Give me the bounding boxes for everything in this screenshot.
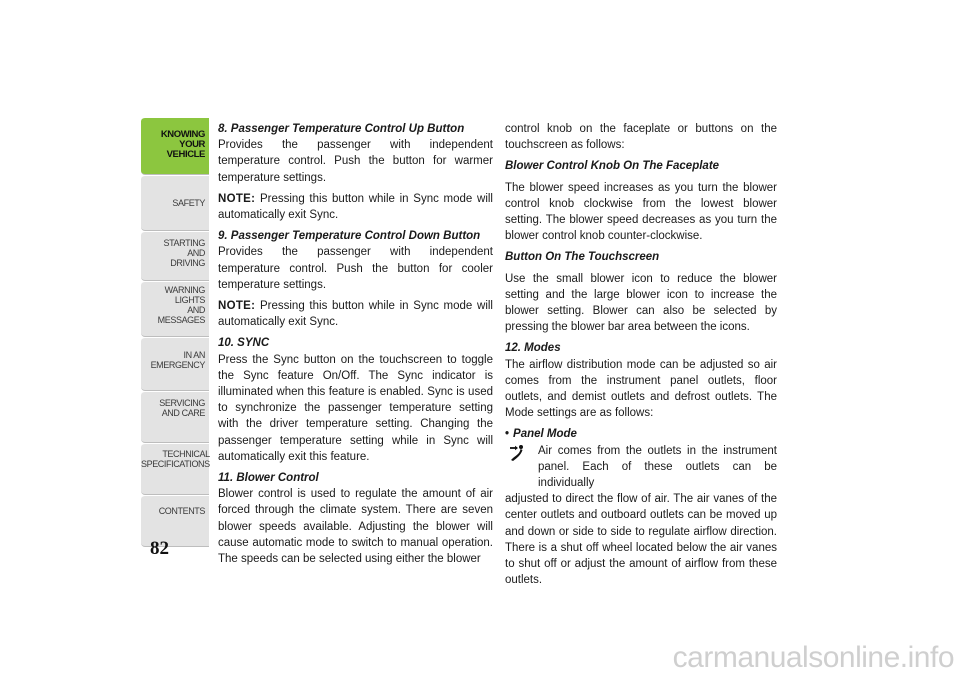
panel-mode-icon — [508, 444, 526, 462]
tab-label: WARNING LIGHTS AND MESSAGES — [157, 285, 205, 325]
tab-label: CONTENTS — [158, 506, 205, 516]
note-text: Pressing this button while in Sync mode will automatically exit Sync. — [218, 300, 493, 329]
note — [218, 191, 493, 223]
tab-label: SAFETY — [172, 198, 205, 208]
body-paragraph: Use the small blower icon to reduce the blower setting and the large blower icon to increase the blower setting. Blower can also be selected by pressing the blower bar area between the icons. — [505, 272, 777, 334]
body-paragraph: Provides the passenger with independent temperature control. Push the button for cooler temperature settings. — [218, 246, 493, 291]
watermark: carmanualsonline.info — [672, 641, 954, 674]
tab-knowing-your-vehicle[interactable] — [141, 117, 209, 175]
body-paragraph: Press the Sync button on the touchscreen to toggle the Sync feature On/Off. The Sync indicator is illuminated when this feature is enabled. Sync is used to synchronize the passenger temperature setting with the driver temperature setting. Changing the passenger temperature setting while in Sync will automatically exit this feature. — [218, 353, 493, 463]
note — [218, 298, 493, 330]
section-heading: 10. SYNC — [218, 337, 270, 350]
section-heading: 9. Passenger Temperature Control Down Button — [218, 230, 481, 243]
subheading: Blower Control Knob On The Faceplate — [505, 160, 720, 173]
body-paragraph: control knob on the faceplate or buttons on the touchscreen as follows: — [505, 123, 777, 152]
tab-technical-specifications[interactable] — [141, 443, 209, 495]
body-paragraph: The airflow distribution mode can be adjusted so air comes from the instrument panel outlets, floor outlets, and demist outlets and defrost outlets. The Mode settings are as follows: — [505, 358, 777, 420]
note-label: NOTE: — [218, 192, 256, 205]
body-paragraph: Air comes from the outlets in the instrument panel. Each of these outlets can be individually — [538, 444, 777, 490]
body-paragraph: adjusted to direct the flow of air. The air vanes of the center outlets and outboard outlets can be moved up and down or side to side to regulate airflow direction. There is a shut off wheel located below the air vanes to shut off or adjust the amount of airflow from these outlets. — [505, 493, 777, 587]
body-paragraph: Provides the passenger with independent temperature control. Push the button for warmer temperature settings. — [218, 139, 493, 184]
right-column — [505, 121, 777, 588]
tab-label: TECHNICAL SPECIFICATIONS — [141, 449, 210, 469]
note-label: NOTE: — [218, 300, 256, 313]
tab-label: STARTING AND DRIVING — [163, 238, 205, 268]
subheading: Button On The Touchscreen — [505, 251, 660, 264]
tab-starting-and-driving[interactable] — [141, 231, 209, 281]
page-number: 82 — [150, 538, 169, 559]
left-column — [218, 121, 493, 567]
tab-label: KNOWING YOUR VEHICLE — [160, 129, 205, 160]
bullet-heading: Panel Mode — [513, 428, 577, 441]
tab-servicing-and-care[interactable] — [141, 391, 209, 443]
tab-label: SERVICING AND CARE — [159, 398, 205, 418]
section-heading: 12. Modes — [505, 342, 561, 355]
bullet-item — [505, 426, 777, 588]
tab-label: IN AN EMERGENCY — [150, 350, 205, 370]
tab-in-an-emergency[interactable] — [141, 337, 209, 391]
tab-warning-lights[interactable] — [141, 281, 209, 337]
bullet: • — [505, 428, 510, 441]
section-heading: 11. Blower Control — [218, 472, 319, 485]
body-paragraph: Blower control is used to regulate the amount of air forced through the climate system. There are seven blower speeds available. Adjusting the blower will cause automatic mode to switch to manual operation. The speeds can be selected using either the blower — [218, 488, 493, 566]
section-heading: 8. Passenger Temperature Control Up Button — [218, 123, 465, 135]
note-text: Pressing this button while in Sync mode will automatically exit Sync. — [218, 192, 493, 222]
body-paragraph: The blower speed increases as you turn the blower control knob clockwise from the lowest blower setting. The blower speed decreases as you turn the blower control knob counter-clockwise. — [505, 181, 777, 243]
tab-safety[interactable] — [141, 175, 209, 231]
